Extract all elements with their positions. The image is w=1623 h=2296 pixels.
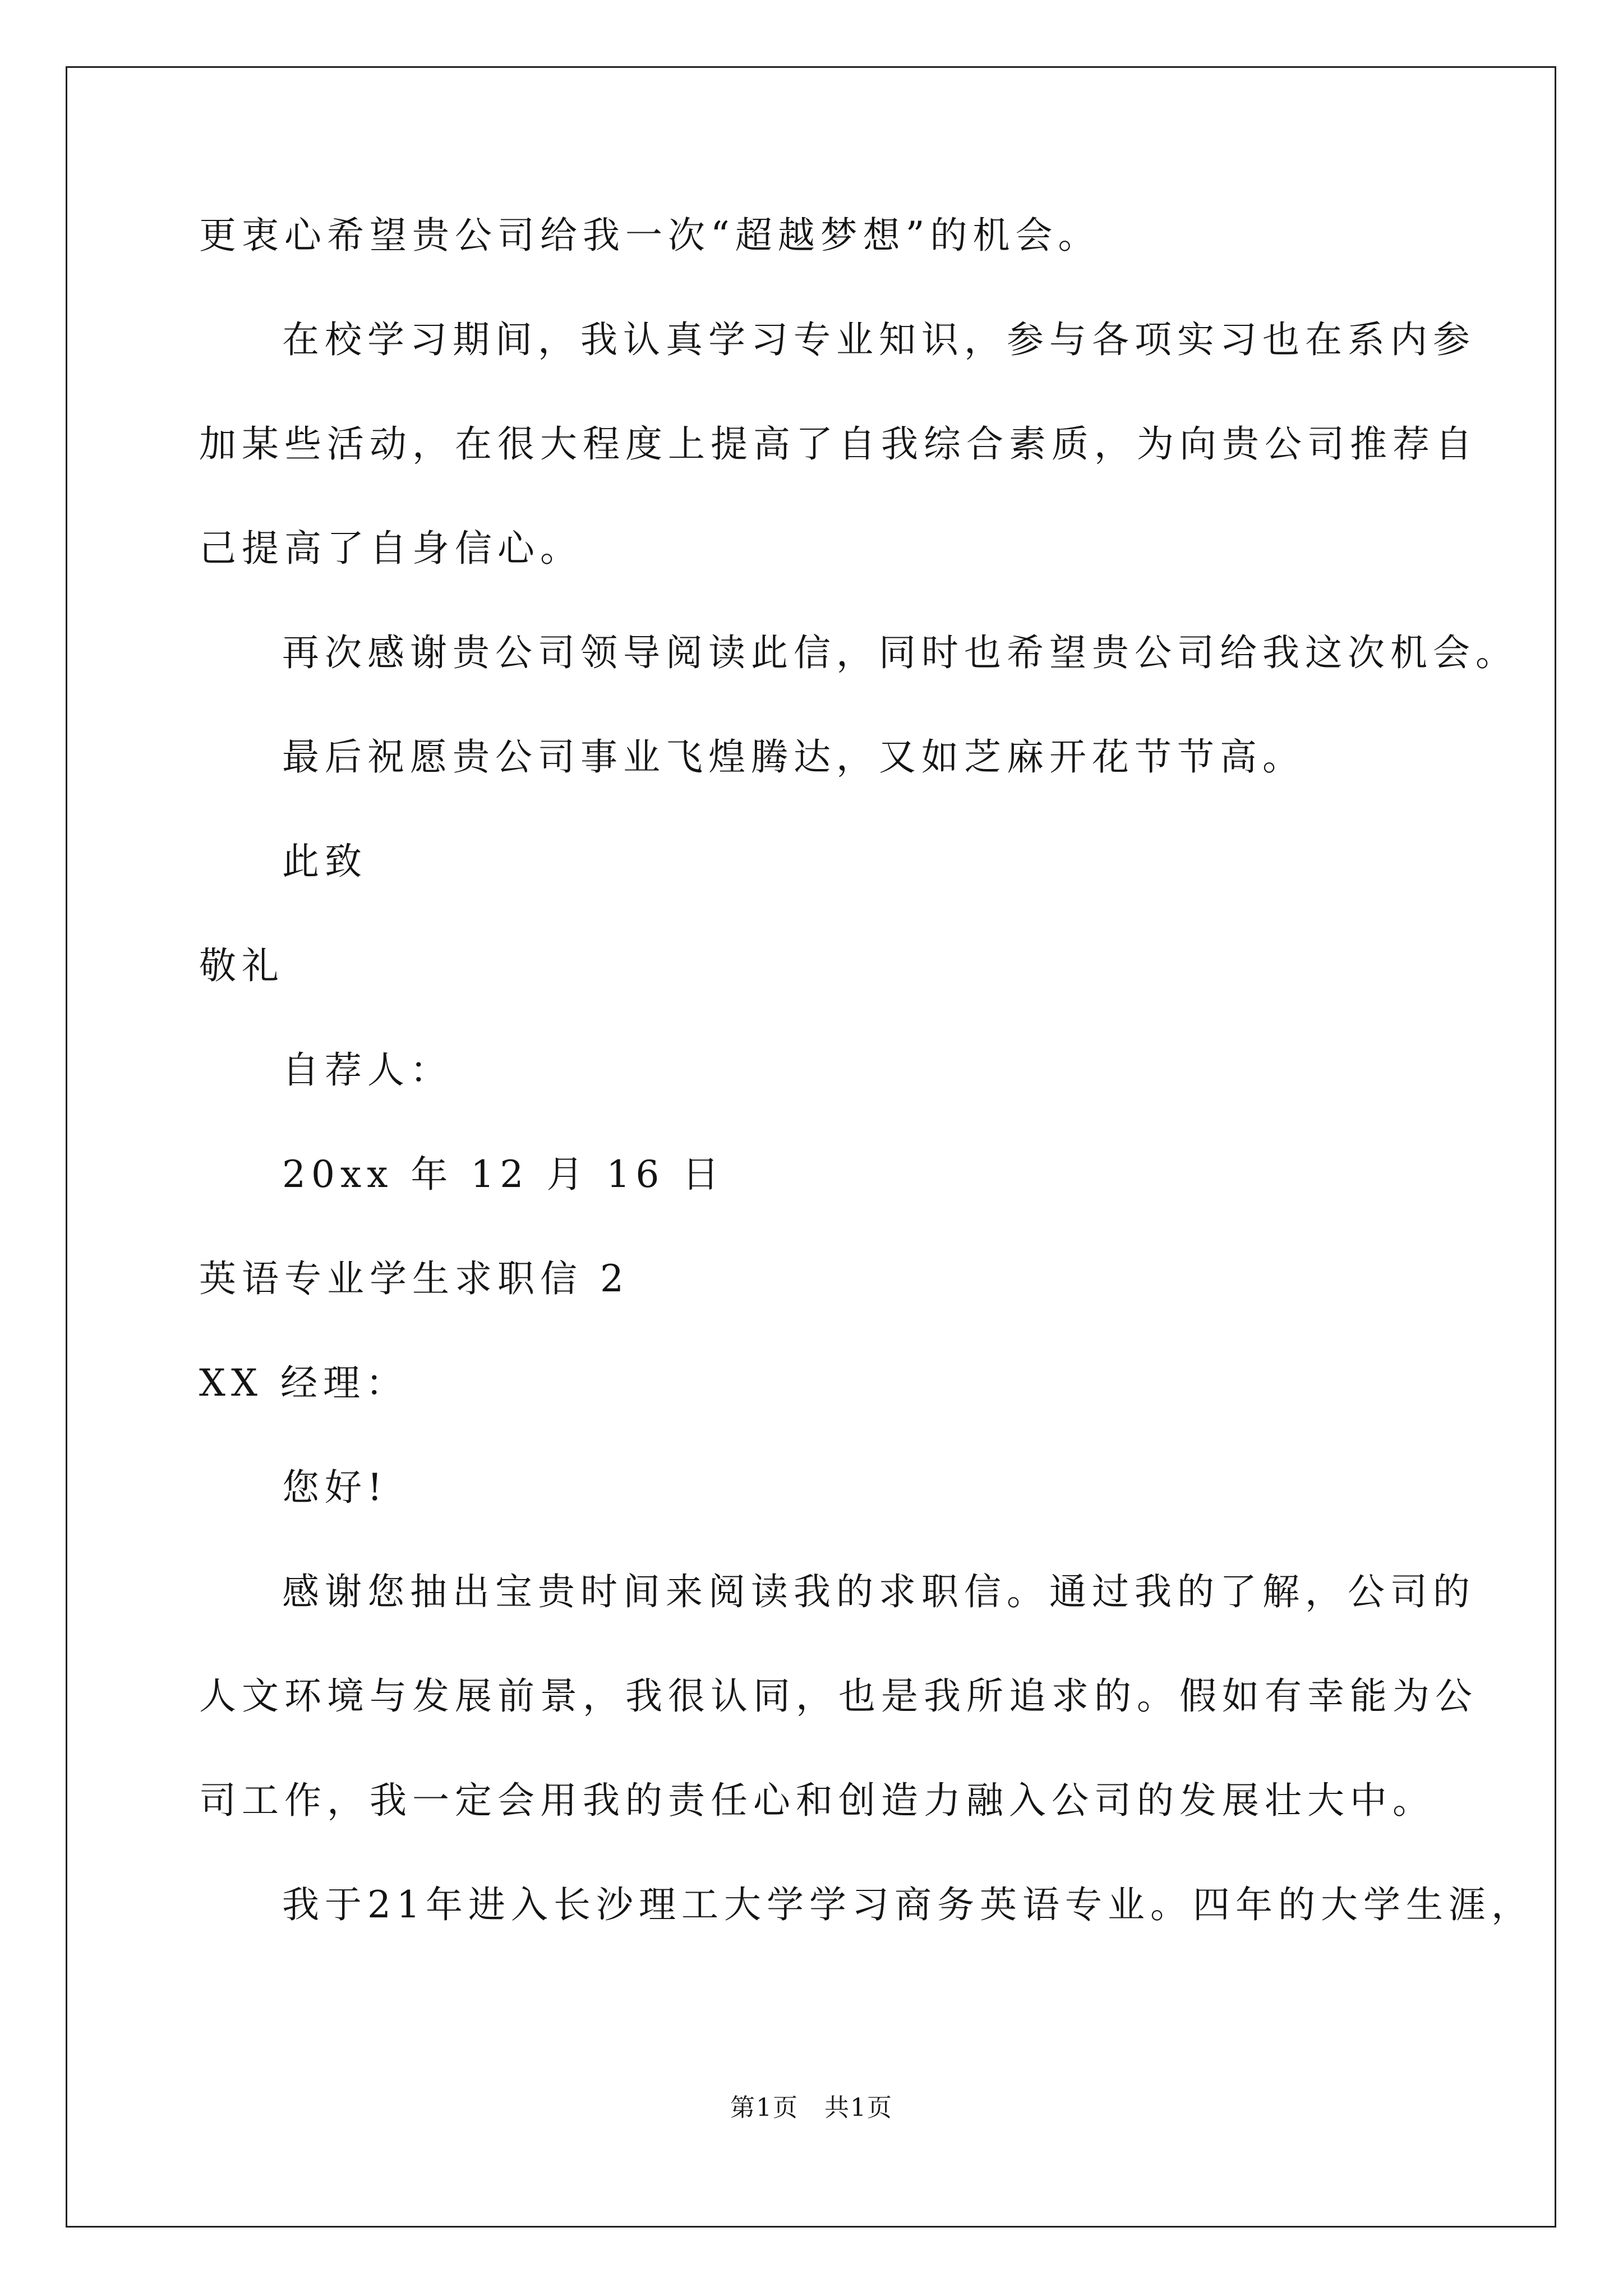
paragraph-line: 最后祝愿贵公司事业飞煌腾达，又如芝麻开花节节高。 [282, 735, 1305, 779]
paragraph-line: 司工作，我一定会用我的责任心和创造力融入公司的发展壮大中。 [199, 1779, 1435, 1822]
closing-line: 此致 [282, 840, 367, 883]
paragraph-line: 我于21年进入长沙理工大学学习商务英语专业。四年的大学生涯， [282, 1883, 1534, 1926]
page-footer [0, 2092, 1623, 2124]
page-number: 第1页 [730, 2093, 799, 2122]
page-total: 共1页 [824, 2093, 893, 2122]
paragraph-line: 己提高了自身信心。 [199, 527, 583, 570]
paragraph-line: 人文环境与发展前景，我很认同，也是我所追求的。假如有幸能为公 [199, 1674, 1478, 1718]
date-line: 20xx 年 12 月 16 日 [282, 1153, 725, 1196]
closing-line: 敬礼 [199, 944, 284, 987]
paragraph-line: 再次感谢贵公司领导阅读此信，同时也希望贵公司给我这次机会。 [282, 631, 1518, 674]
section-title: 英语专业学生求职信 2 [199, 1257, 629, 1300]
greeting: 您好! [282, 1466, 388, 1509]
paragraph-line: 在校学习期间，我认真学习专业知识，参与各项实习也在系内参 [282, 318, 1476, 361]
paragraph-line: 更衷心希望贵公司给我一次“超越梦想”的机会。 [199, 214, 1101, 257]
paragraph-line: 加某些活动，在很大程度上提高了自我综合素质，为向贵公司推荐自 [199, 422, 1478, 466]
paragraph-line: 感谢您抽出宝贵时间来阅读我的求职信。通过我的了解，公司的 [282, 1570, 1476, 1613]
salutation: XX 经理： [199, 1361, 408, 1405]
signature-line: 自荐人： [282, 1048, 453, 1092]
